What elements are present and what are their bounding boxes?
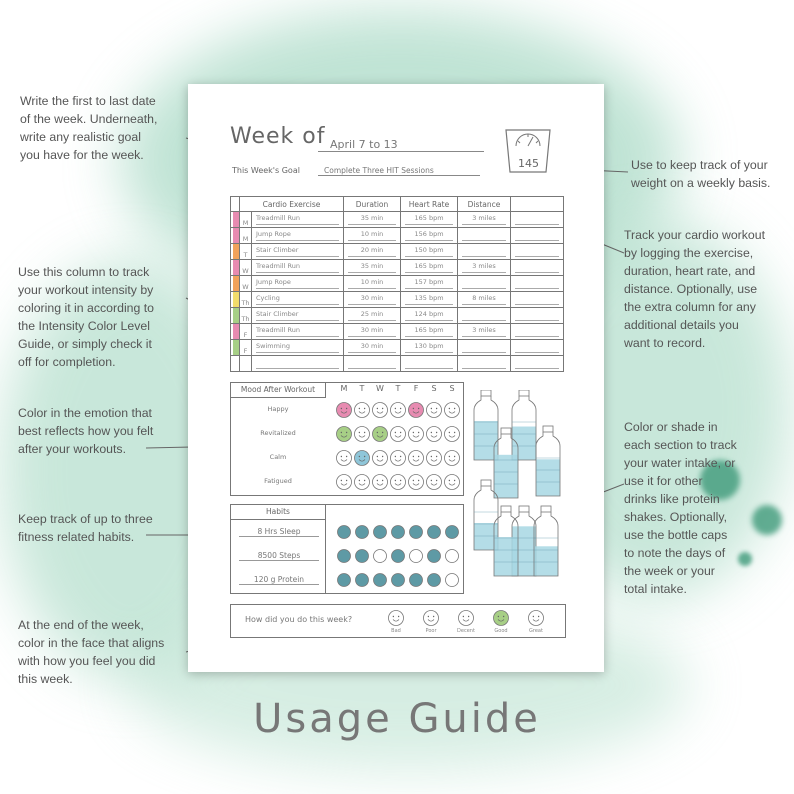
heart-rate-cell-value: 157 bpm [405,277,453,289]
cardio-table [230,196,564,372]
annotation-intensity: Use this column to track your workout intensity by coloring it in according to the Intensity Color Level Guide, or simply check it off for completion. [18,265,155,369]
mood-face [445,451,460,466]
exercise-cell-value: Jump Rope [256,277,339,289]
distance-cell-value: 3 miles [462,325,506,337]
habit-circle [374,526,387,539]
extra-cell-value [515,213,559,225]
exercise-cell[interactable] [252,212,344,228]
habit-label-protein[interactable]: 120 g Protein [239,575,319,585]
exercise-cell-value: Jump Rope [256,229,339,241]
habit-label-sleep[interactable]: 8 Hrs Sleep [239,527,319,537]
mood-face [427,451,442,466]
distance-cell-value: 8 miles [462,293,506,305]
cardio-row [231,276,564,292]
distance-cell[interactable] [458,340,511,356]
mood-face [427,475,442,490]
extra-cell[interactable] [511,324,564,340]
heart-rate-cell[interactable] [401,212,458,228]
annotation-end-week: At the end of the week, color in the face that aligns with how you feel you did this week. [18,618,165,686]
cardio-row [231,340,564,356]
mood-face [445,475,460,490]
habit-circle [410,526,423,539]
habit-circle [338,574,351,587]
mood-header: Mood After Workout [231,383,326,398]
exercise-cell-value: Stair Climber [256,309,339,321]
extra-cell[interactable] [511,340,564,356]
water-bottle [534,506,558,576]
exercise-cell-value: Treadmill Run [256,325,339,337]
exercise-cell-value: Swimming [256,341,339,353]
habit-circle [428,526,441,539]
extra-cell-value [515,325,559,337]
cardio-header-extra [511,197,564,212]
mood-face [409,475,424,490]
weekly-rating-section [230,604,566,638]
day-cell[interactable]: W [240,260,252,276]
duration-cell-value: 30 min [348,325,396,337]
day-letter: W [376,384,384,393]
habit-circle [428,574,441,587]
exercise-cell[interactable] [252,276,344,292]
exercise-cell[interactable] [252,324,344,340]
mood-face [373,427,388,442]
intensity-cell[interactable] [231,292,240,308]
heart-rate-cell[interactable] [401,356,458,372]
duration-cell[interactable] [344,356,401,372]
rating-face [424,611,439,626]
rating-label-good: Good [494,628,508,634]
distance-cell-value [462,245,506,257]
habit-circle [392,526,405,539]
extra-cell-value [515,229,559,241]
day-cell[interactable] [240,356,252,372]
distance-cell[interactable] [458,356,511,372]
duration-cell[interactable] [344,276,401,292]
duration-cell[interactable] [344,308,401,324]
extra-cell-value [515,245,559,257]
habit-label-steps[interactable]: 8500 Steps [239,551,319,561]
mood-face [337,475,352,490]
distance-cell-value [462,341,506,353]
day-cell[interactable]: Th [240,308,252,324]
rating-face [494,611,509,626]
extra-cell-value [515,277,559,289]
extra-cell[interactable] [511,260,564,276]
habits-section [230,504,464,594]
mood-face [373,451,388,466]
exercise-cell[interactable] [252,356,344,372]
distance-cell-value: 3 miles [462,261,506,273]
distance-cell[interactable] [458,212,511,228]
rating-question: How did you do this week? [245,615,353,624]
goal-label: This Week's Goal [232,166,300,175]
annotation-water: Color or shade in each section to track your water intake, or use it for other drinks like protein shakes. Optionally, use the bottle caps to note the days of the week or your total intake. [624,420,737,596]
heart-rate-cell-value: 165 bpm [405,261,453,273]
rating-label-poor: Poor [425,628,437,634]
heart-rate-cell[interactable] [401,276,458,292]
rating-label-decent: Decent [457,628,475,634]
extra-cell[interactable] [511,308,564,324]
extra-cell[interactable] [511,212,564,228]
day-letter: F [413,384,419,393]
rating-label-bad: Bad [391,628,401,634]
heart-rate-cell-value: 135 bpm [405,293,453,305]
day-cell[interactable]: M [240,212,252,228]
day-letter: S [431,384,437,393]
intensity-cell[interactable] [231,340,240,356]
annotation-cardio: Track your cardio workout by logging the exercise, duration, heart rate, and distance. Optionally, use the extra column for any additional details you want to record. [624,228,766,350]
mood-face [445,427,460,442]
water-bottle [512,390,536,460]
mood-face [355,451,370,466]
water-bottle [536,426,560,496]
week-dates[interactable]: April 7 to 13 [318,138,484,152]
day-cell[interactable]: Th [240,292,252,308]
heart-rate-cell-value: 165 bpm [405,213,453,225]
mood-label-happy: Happy [267,405,289,413]
duration-cell[interactable] [344,212,401,228]
cardio-header-exercise: Cardio Exercise [240,197,344,212]
usage-guide-title: Usage Guide [253,696,541,742]
habit-circle [338,526,351,539]
duration-cell-value [348,357,396,369]
exercise-cell-value: Cycling [256,293,339,305]
exercise-cell[interactable] [252,340,344,356]
extra-cell-value [515,261,559,273]
habit-circle [446,526,459,539]
mood-face [337,451,352,466]
intensity-cell[interactable] [231,356,240,372]
cardio-row [231,244,564,260]
habit-circle [446,550,459,563]
duration-cell-value: 30 min [348,341,396,353]
duration-cell-value: 10 min [348,229,396,241]
weight-value[interactable]: 145 [518,157,539,170]
duration-cell[interactable] [344,340,401,356]
habit-circle [446,574,459,587]
mood-label-revitalized: Revitalized [260,429,296,437]
distance-cell[interactable] [458,308,511,324]
habit-circle [410,574,423,587]
heart-rate-cell-value [405,357,453,369]
habit-circle [428,550,441,563]
mood-label-fatigued: Fatigued [264,477,292,485]
rating-face [459,611,474,626]
distance-cell[interactable] [458,244,511,260]
heart-rate-cell-value: 150 bpm [405,245,453,257]
heart-rate-cell[interactable] [401,340,458,356]
mood-face [427,403,442,418]
cardio-row [231,212,564,228]
distance-cell[interactable] [458,292,511,308]
exercise-cell-value: Treadmill Run [256,261,339,273]
mood-face [445,403,460,418]
duration-cell[interactable] [344,228,401,244]
mood-face [391,403,406,418]
cardio-row [231,292,564,308]
heart-rate-cell[interactable] [401,260,458,276]
mood-face [409,451,424,466]
annotation-weight: Use to keep track of your weight on a weekly basis. [631,158,771,190]
exercise-cell[interactable] [252,244,344,260]
cardio-row [231,324,564,340]
distance-cell[interactable] [458,260,511,276]
intensity-cell[interactable] [231,276,240,292]
intensity-cell[interactable] [231,228,240,244]
exercise-cell[interactable] [252,308,344,324]
intensity-cell[interactable] [231,324,240,340]
mood-face [355,403,370,418]
habits-header: Habits [231,505,326,520]
distance-cell[interactable] [458,228,511,244]
duration-cell-value: 30 min [348,293,396,305]
duration-cell[interactable] [344,244,401,260]
exercise-cell[interactable] [252,260,344,276]
habit-circle [392,550,405,563]
mood-face [373,475,388,490]
heart-rate-cell-value: 156 bpm [405,229,453,241]
extra-cell[interactable] [511,244,564,260]
mood-face [355,427,370,442]
mood-face [337,427,352,442]
day-cell[interactable]: T [240,244,252,260]
distance-cell-value [462,357,506,369]
exercise-cell-value: Stair Climber [256,245,339,257]
distance-cell-value: 3 miles [462,213,506,225]
extra-cell-value [515,309,559,321]
exercise-cell[interactable] [252,292,344,308]
annotation-habits: Keep track of up to three fitness related habits. [18,512,153,544]
cardio-row [231,308,564,324]
habit-circle [410,550,423,563]
rating-label-great: Great [529,628,543,634]
annotation-emotion: Color in the emotion that best reflects how you felt after your workouts. [18,406,154,456]
heart-rate-cell-value: 124 bpm [405,309,453,321]
cardio-row [231,228,564,244]
extra-cell-value [515,341,559,353]
extra-cell[interactable] [511,228,564,244]
extra-cell[interactable] [511,356,564,372]
heart-rate-cell[interactable] [401,324,458,340]
habit-circle [392,574,405,587]
goal-value[interactable]: Complete Three HIT Sessions [318,166,480,176]
duration-cell-value: 10 min [348,277,396,289]
habit-circles-grid[interactable] [325,505,463,593]
water-bottles[interactable] [470,390,570,600]
habit-circle [356,550,369,563]
mood-faces-grid[interactable] [325,383,463,495]
day-letter: T [359,384,365,393]
duration-cell-value: 35 min [348,213,396,225]
distance-cell-value [462,277,506,289]
distance-cell-value [462,309,506,321]
cardio-row [231,260,564,276]
heart-rate-cell[interactable] [401,308,458,324]
mood-face [391,427,406,442]
annotation-date-goal: Write the first to last date of the week. Underneath, write any realistic goal you have for the week. [20,94,158,162]
mood-label-calm: Calm [269,453,287,461]
intensity-header [231,197,240,212]
planner-page [188,84,604,672]
intensity-cell[interactable] [231,212,240,228]
day-letter: T [395,384,401,393]
exercise-cell[interactable] [252,228,344,244]
duration-cell-value: 35 min [348,261,396,273]
cardio-header-duration: Duration [344,197,401,212]
extra-cell[interactable] [511,292,564,308]
mood-face [427,427,442,442]
heart-rate-cell[interactable] [401,244,458,260]
day-letter: S [449,384,455,393]
mood-face [373,403,388,418]
day-cell[interactable]: F [240,340,252,356]
habit-circle [338,550,351,563]
mood-face [391,451,406,466]
day-cell[interactable]: W [240,276,252,292]
distance-cell-value [462,229,506,241]
distance-cell[interactable] [458,276,511,292]
extra-cell-value [515,357,559,369]
habit-circle [374,574,387,587]
mood-section [230,382,464,496]
day-letter: M [340,384,348,393]
heart-rate-cell[interactable] [401,228,458,244]
intensity-cell[interactable] [231,308,240,324]
heart-rate-cell[interactable] [401,292,458,308]
duration-cell[interactable] [344,260,401,276]
mood-face [409,427,424,442]
day-cell[interactable]: M [240,228,252,244]
cardio-header-distance: Distance [458,197,511,212]
rating-face [389,611,404,626]
cardio-header-heart-rate: Heart Rate [401,197,458,212]
habit-circle [356,574,369,587]
mood-face [355,475,370,490]
exercise-cell-value [256,357,339,369]
duration-cell[interactable] [344,292,401,308]
week-of-label: Week of [230,124,326,149]
mood-face [409,403,424,418]
heart-rate-cell-value: 130 bpm [405,341,453,353]
duration-cell-value: 25 min [348,309,396,321]
extra-cell-value [515,293,559,305]
habit-circle [356,526,369,539]
intensity-cell[interactable] [231,260,240,276]
duration-cell[interactable] [344,324,401,340]
mood-face [391,475,406,490]
exercise-cell-value: Treadmill Run [256,213,339,225]
day-cell[interactable]: F [240,324,252,340]
rating-face [529,611,544,626]
heart-rate-cell-value: 165 bpm [405,325,453,337]
habit-circle [374,550,387,563]
extra-cell[interactable] [511,276,564,292]
mood-face [337,403,352,418]
cardio-row [231,356,564,372]
intensity-cell[interactable] [231,244,240,260]
distance-cell[interactable] [458,324,511,340]
duration-cell-value: 20 min [348,245,396,257]
